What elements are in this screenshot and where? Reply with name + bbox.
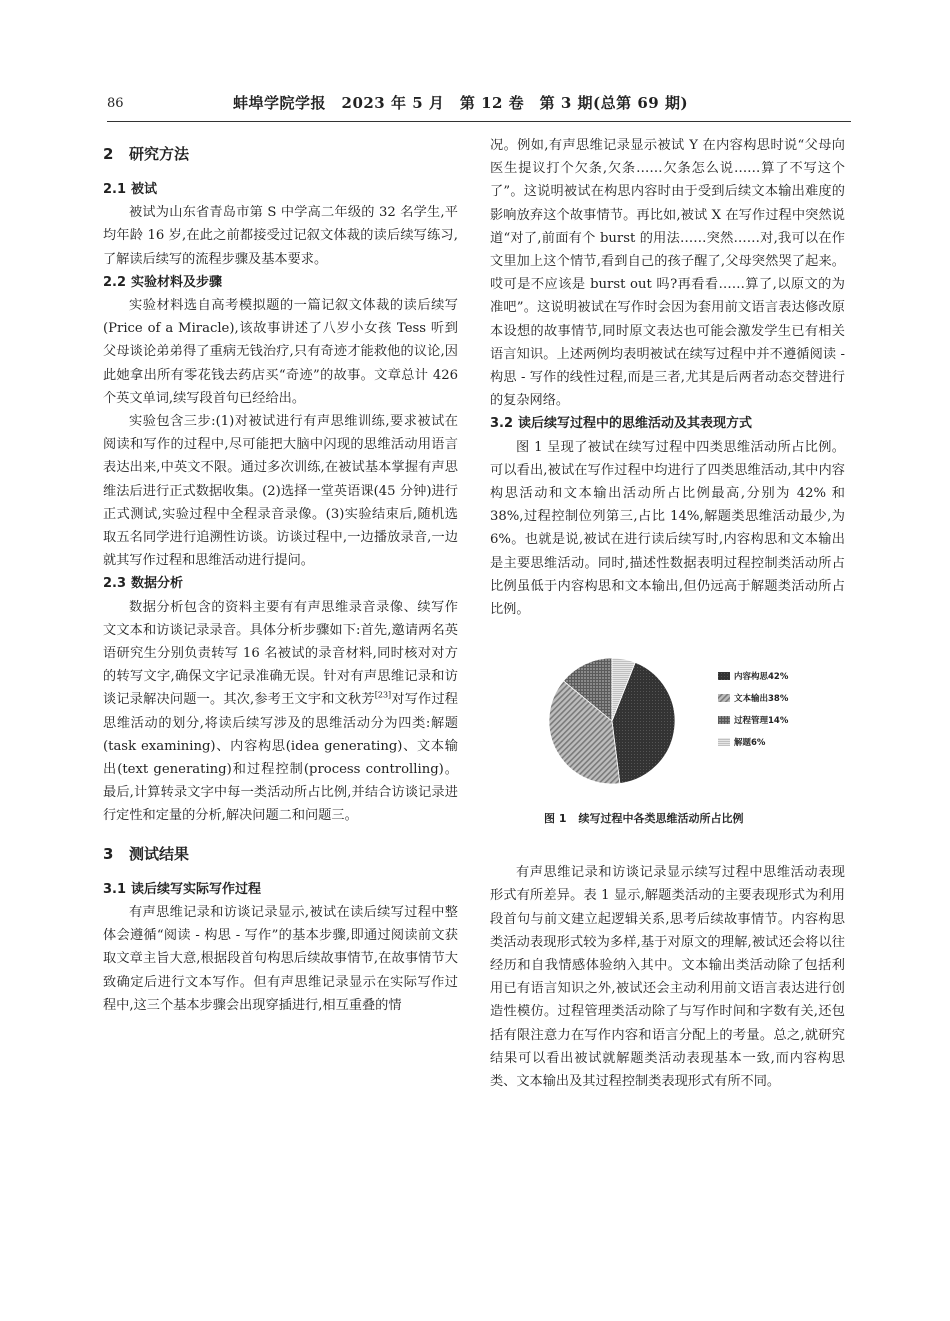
subsection-heading — [490, 412, 845, 435]
subsection-number: 3.1 — [103, 881, 127, 897]
paragraph-text: 数据分析包含的资料主要有有声思维录音录像、续写作文文本和访谈记录录音。具体分析步骤如下:首先,邀请两名英语研究生分别负责转写 16 名被试的录音材料,同时核对对方的转写文字,确保文字记录准确无误。针对有声思维记录和访谈记录解决问题一。其次,参考王文宇和文秋芳 — [103, 599, 458, 708]
subsection-heading — [103, 178, 458, 201]
page-number: 86 — [107, 96, 124, 111]
journal-title: 蚌埠学院学报 2023 年 5 月 第 12 卷 第 3 期(总第 69 期) — [233, 94, 689, 112]
left-column — [103, 134, 458, 1017]
paragraph: 实验材料选自高考模拟题的一篇记叙文体裁的读后续写(Price of a Miracle),该故事讲述了八岁小女孩 Tess 听到父母谈论弟弟得了重病无钱治疗,只有奇迹才能救他的议论,因此她拿出所有零花钱去药店买“奇迹”的故事。文章总计 426 个英文单词,续写段首句已经给出。 — [103, 298, 458, 406]
paragraph: 被试为山东省青岛市第 S 中学高二年级的 32 名学生,平均年龄 16 岁,在此之前都接受过记叙文体裁的读后续写练习,了解读后续写的流程步骤及基本要求。 — [103, 205, 458, 267]
paragraph-text: 对写作过程思维活动的划分,将读后续写涉及的思维活动分为四类:解题(task examining)、内容构思(idea generating)、文本输出(text generating)和过程控制(process controlling)。最后,计算转录文字中每一类活动所占比例,并结合访谈记录进行定性和定量的分析,解决问题二和问题三。 — [103, 692, 458, 824]
legend-label: 解题6% — [734, 738, 766, 749]
paragraph: 有声思维记录和访谈记录显示,被试在读后续写过程中整体会遵循“阅读 - 构思 - 写作”的基本步骤,即通过阅读前文获取文章主旨大意,根据段首句构思后续故事情节,在故事情节大致确定后进行文本写作。但有声思维记录显示在实际写作过程中,这三个基本步骤会出现穿插进行,相互重叠的情 — [103, 904, 458, 1013]
paragraph: 况。例如,有声思维记录显示被试 Y 在内容构思时说“父母向医生提议打个欠条,欠条……欠条怎么说……算了不写这个了”。这说明被试在构思内容时由于受到后续文本输出难度的影响放弃这个故事情节。再比如,被试 X 在写作过程中突然说道“对了,前面有个 burst 的用法……突然……对,我可以在作文里加上这个情节,看到自己的孩子醒了,父母突然哭了起来。哎可是不应该是 burst out 吗?再看看……算了,以原文的为准吧”。这说明被试在写作时会因为套用前文语言表达修改原本设想的故事情节,同时原文表达也可能会激发学生已有相关语言知识。上述两例均表明被试在续写过程中并不遵循阅读 - 构思 - 写作的线性过程,而是三者,尤其是后两者动态交替进行的复杂网络。 — [490, 138, 845, 409]
subsection-heading — [103, 572, 458, 595]
paragraph: 有声思维记录和访谈记录显示续写过程中思维活动表现形式有所差异。表 1 显示,解题类活动的主要表现形式为利用段首句与前文建立起逻辑关系,思考后续故事情节。内容构思类活动表现形式较为多样,基于对原文的理解,被试还会将以往经历和自我情感体验纳入其中。文本输出类活动除了包括利用已有语言知识之外,被试还会主动利用前文语言表达进行创造性模仿。过程管理类活动除了与写作时间和字数有关,还包括有限注意力在写作内容和语言分配上的考量。总之,就研究结果可以看出被试就解题类活动表现基本一致,而内容构思类、文本输出及其过程控制类表现形式有所不同。 — [490, 865, 845, 1090]
page-header — [107, 92, 851, 118]
figure-1 — [490, 631, 845, 831]
legend-swatch — [718, 694, 730, 702]
legend-swatch — [718, 738, 730, 746]
legend-swatch — [718, 716, 730, 724]
subsection-heading — [103, 878, 458, 901]
section-title: 研究方法 — [129, 145, 190, 163]
legend-label: 内容构思42% — [734, 672, 789, 683]
right-column — [490, 134, 845, 1093]
subsection-title: 被试 — [131, 182, 158, 197]
legend-label: 过程管理14% — [734, 716, 789, 727]
paragraph: 图 1 呈现了被试在续写过程中四类思维活动所占比例。可以看出,被试在写作过程中均进行了四类思维活动,其中内容构思活动和文本输出活动所占比例最高,分别为 42% 和 38%,过程控制位列第三,占比 14%,解题类思维活动最少,为 6%。也就是说,被试在进行读后续写时,内容构思和文本输出是主要思维活动。同时,描述性数据表明过程控制类活动所占比例虽低于内容构思和文本输出,但仍远高于解题类活动所占比例。 — [490, 439, 845, 618]
subsection-number: 2.3 — [103, 576, 127, 592]
subsection-title: 读后续写实际写作过程 — [131, 881, 262, 897]
subsection-number: 2.2 — [103, 274, 127, 290]
paragraph — [103, 596, 458, 828]
pie-chart — [490, 631, 845, 807]
figure-caption — [544, 807, 755, 830]
citation[interactable]: [23] — [374, 691, 392, 701]
subsection-number: 2.1 — [103, 182, 127, 197]
subsection-title: 数据分析 — [131, 576, 184, 592]
subsection-title: 读后续写过程中的思维活动及其表现方式 — [518, 416, 753, 432]
legend-label: 文本输出38% — [734, 694, 789, 705]
paragraph: 实验包含三步:(1)对被试进行有声思维训练,要求被试在阅读和写作的过程中,尽可能把大脑中闪现的思维活动用语言表达出来,中英文不限。通过多次训练,在被试基本掌握有声思维法后进行正式数据收集。(2)选择一堂英语课(45 分钟)进行正式测试,实验过程中全程录音录像。(3)实验结束后,随机选取五名同学进行追溯性访谈。访谈过程中,一边播放录音,一边就其写作过程和思维活动进行提问。 — [103, 414, 458, 569]
section-heading — [103, 842, 458, 866]
legend-swatch — [718, 672, 730, 680]
subsection-number: 3.2 — [490, 416, 514, 432]
figure-label: 图 1 — [544, 812, 567, 826]
subsection-title: 实验材料及步骤 — [131, 274, 223, 290]
figure-title: 续写过程中各类思维活动所占比例 — [578, 812, 744, 826]
section-heading — [103, 142, 458, 166]
header-rule — [107, 121, 851, 122]
spacer — [490, 831, 845, 861]
subsection-heading — [103, 271, 458, 294]
section-number: 3 — [103, 844, 114, 863]
section-title: 测试结果 — [129, 844, 190, 863]
section-number: 2 — [103, 145, 114, 163]
